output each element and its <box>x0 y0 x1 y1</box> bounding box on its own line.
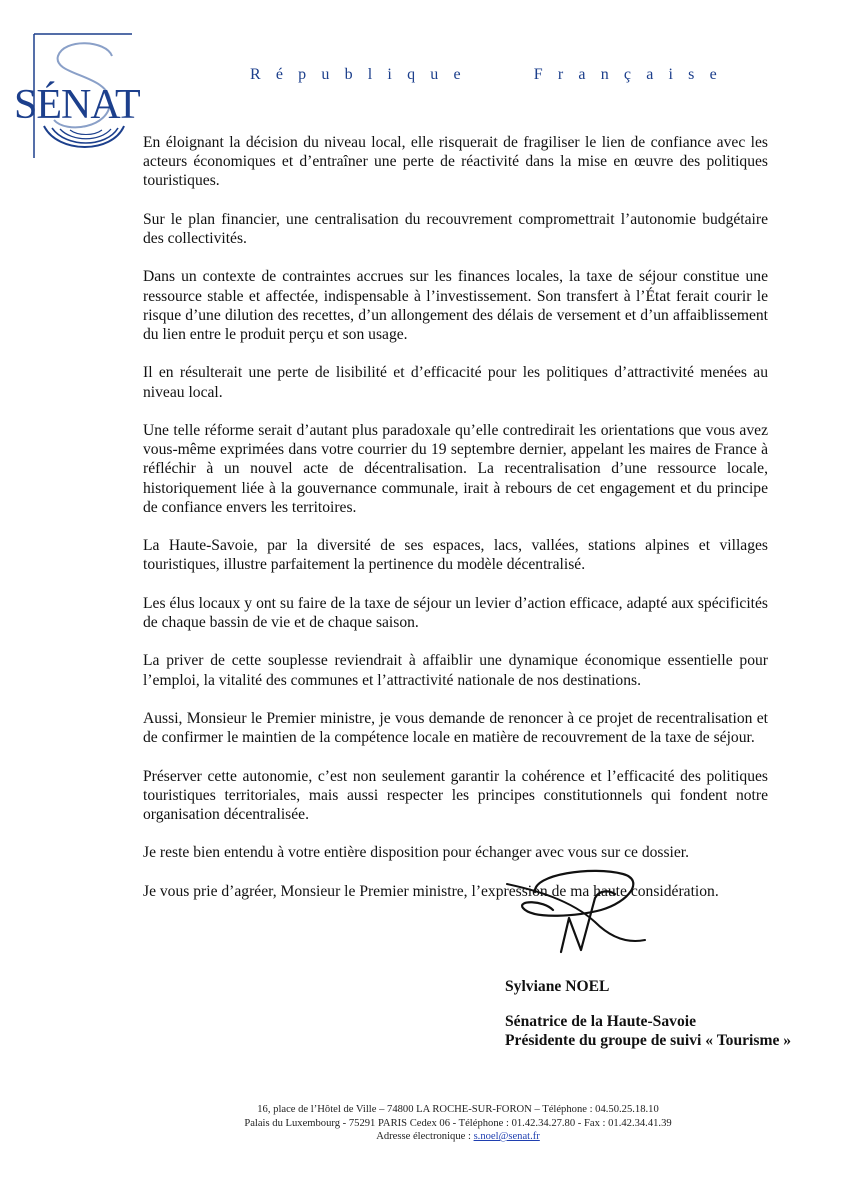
signatory-title: Présidente du groupe de suivi « Tourisme » <box>505 1032 792 1050</box>
paragraph: Je reste bien entendu à votre entière disposition pour échanger avec vous sur ce dossier. <box>143 844 690 862</box>
senat-logo <box>14 30 138 162</box>
paragraph: Je vous prie d’agréer, Monsieur le Premier ministre, l’expression de ma haute considération. <box>143 882 719 900</box>
letterhead-footer <box>140 1103 776 1144</box>
email-link[interactable]: s.noel@senat.fr <box>473 1131 540 1142</box>
paragraph: La Haute-Savoie, par la diversité de ses espaces, lacs, vallées, stations alpines et villages touristiques, illustre parfaitement la pertinence du modèle décentralisé. <box>143 537 768 574</box>
signatory-name: Sylviane NOEL <box>505 978 610 995</box>
footer-address: 16, place de l’Hôtel de Ville – 74800 LA ROCHE-SUR-FORON – Téléphone : 04.50.25.18.10 <box>257 1104 659 1115</box>
footer-palace-address: Palais du Luxembourg - 75291 PARIS Cedex 06 - Téléphone : 01.42.34.27.80 - Fax : 01.42.34.41.39 <box>244 1117 672 1129</box>
email-label: Adresse électronique : <box>376 1131 474 1142</box>
signatory-block <box>505 977 791 1051</box>
republic-word-1: République <box>250 66 476 83</box>
paragraph: Sur le plan financier, une centralisation du recouvrement compromettrait l’autonomie budgétaire des collectivités. <box>143 210 768 247</box>
paragraph: Les élus locaux y ont su faire de la taxe de séjour un levier d’action efficace, adapté aux spécificités de chaque bassin de vie et de chaque saison. <box>143 594 768 631</box>
paragraph: Aussi, Monsieur le Premier ministre, je vous demande de renoncer à ce projet de recentralisation et de confirmer le maintien de la compétence locale en matière de recouvrement de la taxe de séjour. <box>143 709 768 747</box>
republic-heading <box>250 66 732 84</box>
signatory-title: Sénatrice de la Haute-Savoie <box>505 1013 696 1031</box>
handwritten-signature <box>505 860 655 958</box>
paragraph: Préserver cette autonomie, c’est non seulement garantir la cohérence et l’efficacité des politiques touristiques territoriales, mais aussi respecter les principes constitutionnels qui fondent notre organisation décentralisée. <box>143 767 768 823</box>
paragraph: La priver de cette souplesse reviendrait à affaiblir une dynamique économique essentielle pour l’emploi, la vitalité des communes et l’attractivité nationale de nos destinations. <box>143 652 768 689</box>
paragraph: Il en résulterait une perte de lisibilité et d’efficacité pour les politiques d’attractivité menées au niveau local. <box>143 364 768 401</box>
republic-word-2: Française <box>533 66 732 83</box>
paragraph: Dans un contexte de contraintes accrues sur les finances locales, la taxe de séjour constitue une ressource stable et affectée, indispensable à l’investissement. Son transfert à l’État ferait courir le risque d’une dilution des recettes, d’un allongement des délais de versement et d’un affaiblissement du lien entre le produit perçu et son usage. <box>143 268 768 343</box>
footer-email-line <box>140 1130 776 1144</box>
paragraph: Une telle réforme serait d’autant plus paradoxale qu’elle contredirait les orientations que vous avez vous-même exprimées dans votre courrier du 19 septembre dernier, appelant les maires de France à réfléchir à un nouvel acte de décentralisation. La recentralisation d’une ressource locale, historiquement liée à la gouvernance communale, irait à rebours de cet engagement et du principe de confiance envers les territoires. <box>143 421 768 516</box>
letter-body <box>143 133 768 920</box>
logo-wordmark: SÉNAT <box>14 82 140 128</box>
paragraph: En éloignant la décision du niveau local, elle risquerait de fragiliser le lien de confiance avec les acteurs économiques et d’entraîner une perte de réactivité dans la mise en œuvre des politiques touristiques. <box>143 134 768 190</box>
